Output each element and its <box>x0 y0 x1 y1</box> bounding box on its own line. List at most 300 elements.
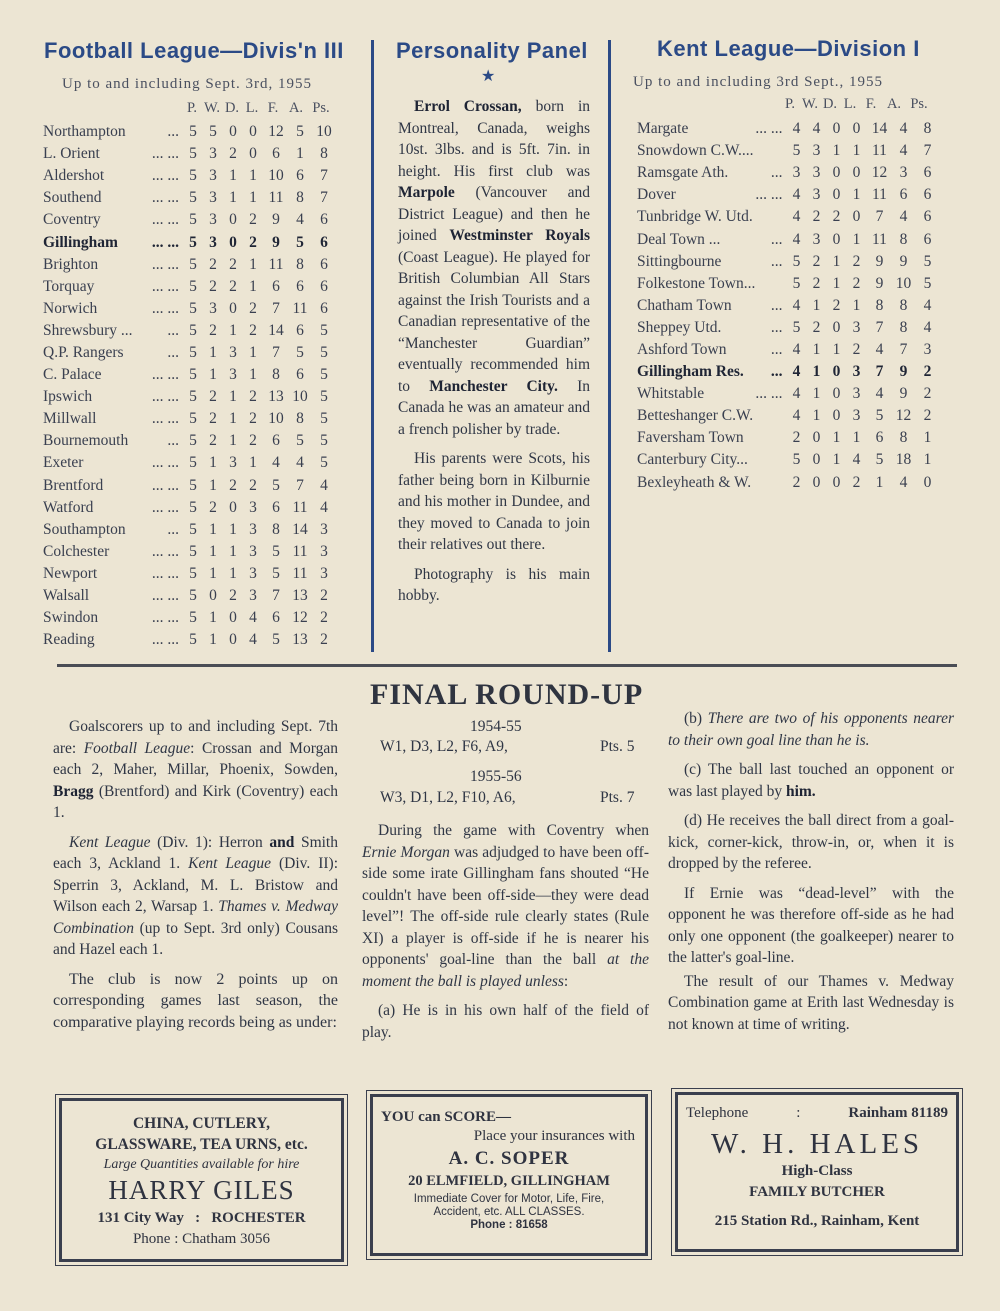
leader-dots: ... ... <box>755 120 783 138</box>
stat-ps: 4 <box>320 476 328 494</box>
text-run: (Vancouver and District League) and then he joined <box>398 184 590 244</box>
stat-a: 14 <box>292 520 308 538</box>
stat-a: 8 <box>296 189 304 207</box>
stat-l: 2 <box>249 388 257 406</box>
stat-w: 1 <box>812 296 821 314</box>
stat-d: 3 <box>229 366 237 384</box>
stat-f: 7 <box>875 208 884 226</box>
stat-ps: 7 <box>923 142 932 160</box>
offside-rules-text <box>668 708 954 1043</box>
text-run: and <box>269 833 295 851</box>
table-row <box>43 276 337 298</box>
stat-d: 0 <box>229 233 237 251</box>
text-run: 131 City Way <box>97 1210 184 1226</box>
stat-ps: 5 <box>923 252 932 270</box>
advert-line: High-Class <box>781 1163 853 1179</box>
team-name: Brighton <box>43 255 99 273</box>
rule-paragraph <box>668 708 954 751</box>
advert-phone: Phone : 81658 <box>470 1219 548 1231</box>
table-row <box>637 162 940 184</box>
stat-d: 0 <box>229 123 237 141</box>
stat-ps: 6 <box>320 255 328 273</box>
text-run: In Canada he was an amateur and a french polisher by trade. <box>398 377 590 438</box>
stat-f: 7 <box>272 299 280 317</box>
stat-ps: 4 <box>320 498 328 516</box>
stat-w: 2 <box>209 321 217 339</box>
stat-d: 1 <box>229 520 237 538</box>
stat-ps: 6 <box>923 230 932 248</box>
stat-d: 2 <box>229 277 237 295</box>
team-name: Millwall <box>43 410 97 428</box>
team-name: Walsall <box>43 587 90 605</box>
stat-d: 1 <box>229 432 237 450</box>
leader-dots: ... ... <box>151 233 179 251</box>
team-name: Bexleyheath & W. <box>637 473 752 491</box>
stat-f: 9 <box>272 211 280 229</box>
stat-p: 5 <box>792 252 801 270</box>
text-run: at the moment the ball is played unless <box>362 951 649 990</box>
stat-ps: 5 <box>320 366 328 384</box>
personality-paragraph <box>398 96 590 440</box>
star-icon: ★ <box>481 68 496 85</box>
stat-d: 1 <box>832 451 841 469</box>
leader-dots: ... ... <box>151 167 179 185</box>
stat-a: 4 <box>296 211 304 229</box>
text-run: (Brentford) and Kirk (Coventry) each 1. <box>53 782 338 821</box>
stat-ps: 1 <box>923 429 932 447</box>
stat-ps: 4 <box>923 318 932 336</box>
table-row <box>637 295 940 317</box>
leader-dots: ... ... <box>151 255 179 273</box>
stat-p: 5 <box>189 432 197 450</box>
stat-ps: 6 <box>320 233 328 251</box>
advert-name: A. C. SOPER <box>448 1148 570 1169</box>
stat-p: 5 <box>189 498 197 516</box>
rule-paragraph: If Ernie was “dead-level” with the opponent he was therefore off-side as he had only one opponent (the goalkeeper) nearer to the latter's goal-line. <box>668 884 954 966</box>
stat-ps: 2 <box>320 609 328 627</box>
stat-w: 1 <box>209 476 217 494</box>
team-name: Q.P. Rangers <box>43 343 124 361</box>
team-name: Sittingbourne <box>637 252 722 270</box>
season-label: 1955-56 <box>470 768 522 785</box>
stat-f: 10 <box>268 410 284 428</box>
leader-dots: ... <box>770 296 783 314</box>
personality-panel-text <box>398 96 590 615</box>
table-row <box>43 298 337 320</box>
stat-w: 1 <box>209 609 217 627</box>
table-row <box>43 541 337 563</box>
stat-w: 2 <box>812 208 821 226</box>
stat-l: 0 <box>249 123 257 141</box>
leader-dots: ... ... <box>151 211 179 229</box>
stat-l: 1 <box>249 189 257 207</box>
stat-f: 5 <box>272 564 280 582</box>
stat-d: 0 <box>832 363 841 381</box>
team-name: Whitstable <box>637 385 705 403</box>
stat-ps: 2 <box>923 385 932 403</box>
stat-l: 3 <box>249 498 257 516</box>
leader-dots: ... ... <box>151 189 179 207</box>
stat-a: 6 <box>296 321 304 339</box>
stat-p: 5 <box>189 388 197 406</box>
stat-p: 5 <box>189 564 197 582</box>
kent-league-title: Kent League—Division I <box>657 36 920 61</box>
table-row <box>43 629 337 651</box>
stat-ps: 5 <box>320 343 328 361</box>
stat-l: 2 <box>249 410 257 428</box>
stat-w: 1 <box>812 385 821 403</box>
team-name: Tunbridge W. Utd. <box>637 208 753 226</box>
stat-l: 2 <box>249 432 257 450</box>
column-header: W. <box>802 96 818 112</box>
stat-ps: 6 <box>320 299 328 317</box>
stat-f: 6 <box>272 277 280 295</box>
table-row <box>43 231 337 253</box>
stat-ps: 6 <box>320 211 328 229</box>
stat-ps: 5 <box>923 274 932 292</box>
column-header: F. <box>865 96 877 112</box>
stat-a: 8 <box>899 230 908 248</box>
team-name: Ashford Town <box>637 340 727 358</box>
section-divider <box>57 664 957 667</box>
stat-l: 1 <box>249 343 257 361</box>
stat-w: 2 <box>209 410 217 428</box>
team-name: Reading <box>43 631 95 649</box>
stat-d: 1 <box>832 429 841 447</box>
stat-p: 5 <box>189 321 197 339</box>
text-run: (Coast League). He played for British Columbian All Stars against the Irish Tourists and a Canadian representative of the “Manchester Guardian” eventually recommended him to <box>398 248 590 395</box>
stat-d: 2 <box>832 208 841 226</box>
stat-p: 4 <box>792 230 801 248</box>
stat-p: 5 <box>792 142 801 160</box>
stat-ps: 2 <box>923 407 932 425</box>
stat-a: 4 <box>899 208 908 226</box>
personality-paragraph: Photography is his main hobby. <box>398 565 590 604</box>
stat-d: 3 <box>229 343 237 361</box>
leader-dots: ... ... <box>151 542 179 560</box>
stat-ps: 4 <box>923 296 932 314</box>
stat-d: 1 <box>229 542 237 560</box>
stat-a: 11 <box>292 498 308 516</box>
stat-p: 5 <box>189 587 197 605</box>
stat-w: 3 <box>209 189 217 207</box>
advert-name: HARRY GILES <box>108 1175 295 1205</box>
stat-w: 3 <box>812 230 821 248</box>
stat-w: 3 <box>812 142 821 160</box>
stat-w: 3 <box>209 233 217 251</box>
leader-dots: ... <box>167 432 179 450</box>
table-row <box>43 187 337 209</box>
stat-a: 9 <box>899 363 908 381</box>
stat-ps: 3 <box>923 340 932 358</box>
leader-dots: ... ... <box>151 277 179 295</box>
text-run: Bragg <box>53 782 94 800</box>
stat-w: 2 <box>209 255 217 273</box>
stat-l: 2 <box>249 211 257 229</box>
stat-ps: 5 <box>320 410 328 428</box>
stat-a: 8 <box>899 318 908 336</box>
stat-ps: 10 <box>316 123 332 141</box>
stat-p: 5 <box>189 299 197 317</box>
stat-ps: 6 <box>923 208 932 226</box>
stat-w: 3 <box>209 145 217 163</box>
stat-d: 0 <box>832 186 841 204</box>
goalscorers-paragraph <box>53 716 338 824</box>
leader-dots <box>755 273 786 295</box>
stat-ps: 5 <box>320 388 328 406</box>
stat-l: 3 <box>249 520 257 538</box>
stat-f: 11 <box>268 255 284 273</box>
stat-l: 3 <box>249 587 257 605</box>
stat-p: 2 <box>792 429 801 447</box>
advert-line: CHINA, CUTLERY, <box>132 1115 271 1132</box>
stat-p: 2 <box>792 473 801 491</box>
team-name: Ipswich <box>43 388 93 406</box>
stat-l: 1 <box>249 255 257 273</box>
stat-d: 2 <box>229 255 237 273</box>
stat-w: 3 <box>209 299 217 317</box>
text-run: There are two of his opponents nearer to their own goal line than he is. <box>668 710 954 749</box>
stat-d: 1 <box>832 252 841 270</box>
stat-d: 2 <box>229 587 237 605</box>
team-name: Shrewsbury ... <box>43 321 133 339</box>
round-up-text <box>362 820 649 1051</box>
leader-dots: ... ... <box>755 385 783 403</box>
stat-l: 4 <box>249 631 257 649</box>
stat-l: 4 <box>852 451 861 469</box>
team-name: Gillingham Res. <box>637 363 744 381</box>
stat-l: 1 <box>249 167 257 185</box>
stat-p: 5 <box>189 277 197 295</box>
leader-dots: ... <box>167 520 179 538</box>
leader-dots: ... ... <box>151 454 179 472</box>
stat-d: 0 <box>832 230 841 248</box>
table-row <box>637 317 940 339</box>
stat-d: 1 <box>229 410 237 428</box>
leader-dots: ... ... <box>151 476 179 494</box>
round-up-title: FINAL ROUND-UP <box>370 678 644 711</box>
team-name: C. Palace <box>43 366 102 384</box>
stat-w: 2 <box>209 432 217 450</box>
stat-p: 5 <box>189 520 197 538</box>
stat-a: 5 <box>296 233 304 251</box>
stat-f: 6 <box>875 429 884 447</box>
leader-dots <box>755 427 786 449</box>
rule-paragraph: (d) He receives the ball direct from a goal-kick, corner-kick, throw-in, or, when it is dropped by the referee. <box>668 812 954 872</box>
stat-f: 4 <box>875 385 884 403</box>
table-row <box>43 519 337 541</box>
leader-dots <box>755 472 786 494</box>
stat-l: 3 <box>249 542 257 560</box>
stat-d: 0 <box>229 609 237 627</box>
leader-dots: ... ... <box>151 388 179 406</box>
stat-p: 5 <box>189 476 197 494</box>
stat-p: 5 <box>189 609 197 627</box>
stat-f: 7 <box>272 587 280 605</box>
column-header: P. <box>186 100 198 116</box>
stat-a: 11 <box>292 542 308 560</box>
stat-ps: 7 <box>320 189 328 207</box>
season-record: W1, D3, L2, F6, A9, <box>380 738 508 755</box>
stat-a: 8 <box>296 410 304 428</box>
stat-a: 11 <box>292 564 308 582</box>
stat-w: 2 <box>812 252 821 270</box>
team-name: Swindon <box>43 609 99 627</box>
kent-league-column-headers <box>780 96 932 113</box>
team-name: Southampton <box>43 520 126 538</box>
text-run: (up to Sept. 3rd only) Cousans and Hazel each 1. <box>53 919 338 958</box>
leader-dots: ... <box>770 252 783 270</box>
stat-w: 0 <box>812 473 821 491</box>
stat-d: 2 <box>229 476 237 494</box>
stat-p: 4 <box>792 186 801 204</box>
stat-a: 7 <box>899 340 908 358</box>
team-name: Colchester <box>43 542 110 560</box>
stat-l: 2 <box>852 274 861 292</box>
text-run: (c) The ball last touched an opponent or was last played by <box>668 761 954 800</box>
stat-ps: 5 <box>320 321 328 339</box>
stat-p: 5 <box>189 255 197 273</box>
goalscorers-paragraph: The club is now 2 points up on corresponding games last season, the comparative playing records being as under: <box>53 970 338 1031</box>
stat-l: 3 <box>852 385 861 403</box>
stat-p: 5 <box>792 451 801 469</box>
column-header: D. <box>224 100 240 116</box>
stat-ps: 2 <box>320 631 328 649</box>
stat-a: 8 <box>899 429 908 447</box>
team-name: Dover <box>637 186 676 204</box>
stat-p: 4 <box>792 363 801 381</box>
stat-w: 1 <box>209 366 217 384</box>
stat-f: 8 <box>875 296 884 314</box>
stat-p: 5 <box>189 343 197 361</box>
stat-f: 4 <box>272 454 280 472</box>
table-row <box>637 449 940 471</box>
table-row <box>43 209 337 231</box>
column-header: Ps. <box>312 100 330 116</box>
leader-dots: ... <box>770 318 783 336</box>
stat-f: 12 <box>871 164 888 182</box>
stat-w: 1 <box>209 520 217 538</box>
stat-ps: 3 <box>320 542 328 560</box>
stat-a: 10 <box>895 274 912 292</box>
season-label: 1954-55 <box>470 718 522 735</box>
stat-p: 4 <box>792 407 801 425</box>
table-row <box>43 563 337 585</box>
advert-line: Place your insurances with <box>473 1128 635 1144</box>
text-run: Football League <box>83 739 191 757</box>
advert-address <box>62 1210 341 1227</box>
table-row <box>43 386 337 408</box>
team-name: Faversham Town <box>637 429 744 447</box>
column-header: L. <box>843 96 857 112</box>
leader-dots: ... ... <box>151 498 179 516</box>
leader-dots: ... ... <box>755 186 783 204</box>
personality-panel-title: Personality Panel <box>396 38 588 63</box>
text-run: Smith each 3, Ackland 1. <box>53 833 338 872</box>
stat-f: 11 <box>871 230 887 248</box>
leader-dots <box>755 140 786 162</box>
stat-ps: 5 <box>320 432 328 450</box>
stat-p: 5 <box>189 631 197 649</box>
table-row <box>637 118 940 140</box>
stat-p: 5 <box>189 211 197 229</box>
stat-ps: 5 <box>320 454 328 472</box>
kent-league-subtitle: Up to and including 3rd Sept., 1955 <box>633 74 883 90</box>
stat-a: 6 <box>899 186 908 204</box>
stat-f: 6 <box>272 145 280 163</box>
club-name: Marpole <box>398 184 455 201</box>
text-run: born in Montreal, Canada, weighs 10st. 3lbs. and is 5ft. 7in. in height. His first club was <box>398 98 591 180</box>
stat-a: 4 <box>899 473 908 491</box>
stat-l: 2 <box>852 252 861 270</box>
kent-league-table <box>637 118 940 494</box>
stat-p: 5 <box>189 233 197 251</box>
stat-d: 1 <box>832 142 841 160</box>
stat-d: 1 <box>832 340 841 358</box>
team-name: Deal Town ... <box>637 230 721 248</box>
stat-a: 11 <box>292 299 308 317</box>
stat-l: 1 <box>852 230 861 248</box>
team-name: Southend <box>43 189 102 207</box>
column-header: Ps. <box>910 96 928 112</box>
stat-ps: 8 <box>320 145 328 163</box>
stat-w: 1 <box>209 454 217 472</box>
stat-l: 0 <box>249 145 257 163</box>
stat-a: 8 <box>899 296 908 314</box>
stat-a: 8 <box>296 255 304 273</box>
season-points: Pts. 7 <box>600 789 635 806</box>
stat-d: 3 <box>229 454 237 472</box>
stat-ps: 3 <box>320 520 328 538</box>
stat-w: 1 <box>209 542 217 560</box>
team-name: Betteshanger C.W. <box>637 407 754 425</box>
advert-harry-giles <box>59 1098 344 1262</box>
stat-ps: 3 <box>320 564 328 582</box>
text-run: : <box>796 1105 801 1121</box>
personality-paragraph: His parents were Scots, his father being born in Kilburnie and his mother in Dundee, and they moved to Canada to join their relatives out there. <box>398 450 590 553</box>
stat-f: 6 <box>272 609 280 627</box>
advert-address: 215 Station Rd., Rainham, Kent <box>714 1213 920 1229</box>
text-run: (Div. 1): Herron <box>150 833 270 851</box>
leader-dots: ... <box>167 343 179 361</box>
player-name: Errol Crossan, <box>414 98 522 115</box>
text-run: : <box>563 972 569 990</box>
stat-d: 0 <box>832 385 841 403</box>
stat-a: 5 <box>296 432 304 450</box>
stat-a: 4 <box>296 454 304 472</box>
stat-a: 6 <box>296 366 304 384</box>
football-league-table <box>43 121 337 651</box>
stat-p: 4 <box>792 385 801 403</box>
text-run: (Div. II): Sperrin 3, Ackland, M. L. Bristow and Wilson each 2, Warsap 1. <box>53 855 339 915</box>
stat-a: 9 <box>899 385 908 403</box>
stat-a: 12 <box>292 609 308 627</box>
team-name: Coventry <box>43 211 101 229</box>
text-run: Kent League <box>69 833 151 851</box>
stat-d: 1 <box>229 189 237 207</box>
advert-address: 20 ELMFIELD, GILLINGHAM <box>408 1173 610 1189</box>
advert-name: W. H. HALES <box>710 1128 924 1160</box>
stat-p: 4 <box>792 296 801 314</box>
season-record: W3, D1, L2, F10, A6, <box>380 789 516 806</box>
stat-f: 11 <box>268 189 284 207</box>
stat-d: 0 <box>832 318 841 336</box>
stat-w: 1 <box>209 631 217 649</box>
stat-d: 0 <box>229 498 237 516</box>
stat-w: 2 <box>209 498 217 516</box>
rule-paragraph: The result of our Thames v. Medway Combination game at Erith last Wednesday is not known at time of writing. <box>668 972 954 1033</box>
stat-a: 5 <box>296 343 304 361</box>
